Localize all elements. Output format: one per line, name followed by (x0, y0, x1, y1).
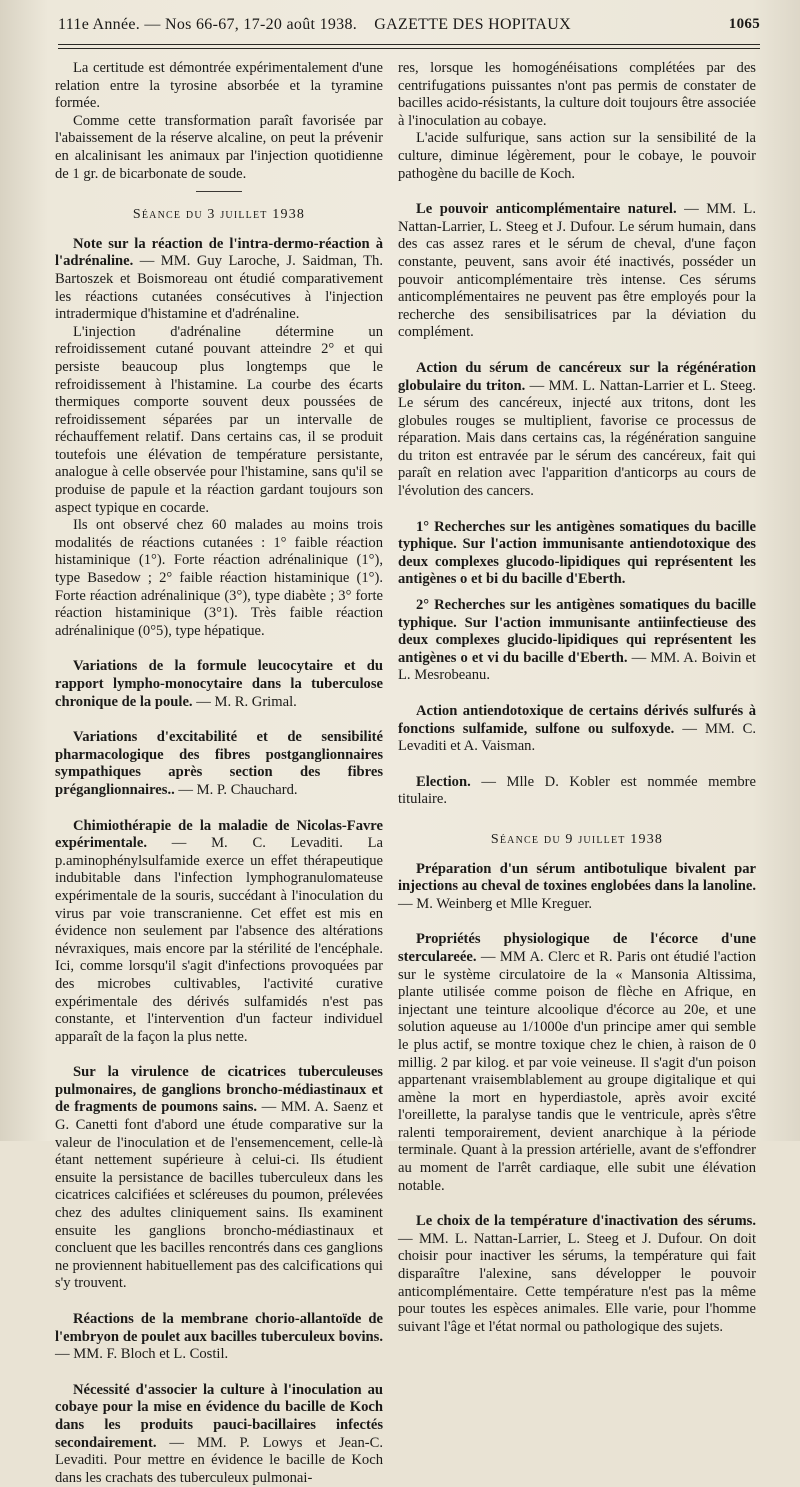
article (55, 818, 383, 1047)
article-title: Préparation d'un sérum antibotulique bivalent par injections au cheval de toxines englobées dans la lanoline. (398, 860, 756, 895)
article-title: Réactions de la membrane chorio-allantoïde de l'embryon de poulet aux bacilles tuberculeux bovins. (55, 1311, 383, 1345)
article-title: Variations d'excitabilité et de sensibilité pharmacologique des fibres postganglionnaires sympathiques après section des fibres préganglionnaires.. (55, 729, 383, 798)
article (55, 1311, 383, 1364)
paragraph: L'injection d'adrénaline détermine un refroidissement cutané pouvant atteindre 2° et qui persiste beaucoup plus longtemps que le refroidissement à l'histamine. La courbe des écarts thermiques comporte souvent deux poussées de refroidissement séparées par un intervalle de réchauffement relatif. Dans certains cas, il se produit toutefois une élévation de température persistante, analogue à celle observée pour l'histamine, sans qu'il se produise de papule et la réaction gardant toujours son aspect typique en cocarde. (55, 323, 383, 516)
session-heading (398, 831, 756, 849)
article-authors: — MM. C. Levaditi et A. Vaisman. (398, 720, 757, 755)
article (398, 597, 756, 685)
article-text: — MM. A. Saenz et G. Canetti font d'abord une étude comparative sur la valeur de l'inoculation et de l'ensemencement, celle-là étant nettement supérieure à celui-ci. Ils étudient ensuite la persistance de bacilles tuberculeux dans les cicatrices calcifiées et scléreuses du poumon, prélevées chez des adultes cliniquement sains. Ils examinent ensuite les ganglions broncho-médiastinaux et concluent que les bacilles rencontrés dans ces ganglions ne proviennent habituellement pas des calcifications qui s'y trouvent. (55, 1099, 383, 1292)
article-text: — MM A. Clerc et R. Paris ont étudié l'action sur le système circulatoire de la « Mansonia Altissima, plante utilisée comme poison de flèche en Afrique, en injectant une teinture alcoolique d'écorce au 20e, et une solution aqueuse au 1/1000e d'un principe amer qui semble le plus actif, se montre toxique chez le chien, à raison de 0 millig. 2 par kilog. et par voie veineuse. Il s'agit d'un poison appartenant vraisemblablement au groupe digitalique et qui amène la mort en hyperdiastole, après avoir excité l'oreillette, la paralyse tandis que le ventricule, après s'être ralenti temporairement, devient anarchique à la période terminale. Quant à la pression artérielle, avant de s'effondrer au moment de l'arrêt cardiaque, elle subit une élévation notable. (398, 948, 756, 1194)
article-title: Nécessité d'associer la culture à l'inoculation au cobaye pour la mise en évidence du bacille de Koch dans les produits pauci-bacillaires infectés secondairement. (55, 1381, 383, 1451)
article (55, 236, 383, 324)
article-title: Election. (416, 773, 471, 790)
issue-info: 111e Année. — Nos 66-67, 17-20 août 1938. (58, 16, 358, 33)
article (398, 1213, 756, 1336)
right-column (398, 60, 756, 1336)
session-title: Séance du 3 juillet 1938 (132, 207, 306, 223)
article (55, 729, 383, 799)
article-authors: — M. R. Grimal. (192, 693, 297, 710)
article-title: 1° Recherches sur les antigènes somatiques du bacille typhique. Sur l'action immunisante antiendotoxique des deux complexes glucodo-lipidiques qui représentent les antigènes o et bi du bacille d'Eberth. (398, 518, 756, 588)
article (55, 658, 383, 711)
article (398, 519, 756, 589)
article-title: Variations de la formule leucocytaire et du rapport lympho-monocytaire dans la tuberculose chronique de la poule. (55, 658, 383, 710)
article (55, 1064, 383, 1293)
article-text: — M. C. Levaditi. La p.aminophénylsulfamide exerce un effet thérapeutique indubitable dans l'infection lymphogranulomateuse expérimentale de la souris, succédant à l'inoculation du virus par voie transcranienne. Cet effet est mis en évidence non seulement par l'absence des altérations névraxiques, mais encore par la stérilité de l'encéphale. Ici, comme lorsqu'il s'agit d'infections provoquées par des microbes cultivables, l'activité curative expérimentale des dérivés sulfamidés n'est pas constante, et l'intervention d'un facteur individuel apparaît de la façon la plus nette. (55, 835, 383, 1045)
article (398, 861, 756, 914)
article (398, 703, 756, 756)
article-title: Action antiendotoxique de certains dérivés sulfurés à fonctions sulfamide, sulfone ou sulfoxyde. (398, 703, 756, 737)
paragraph: res, lorsque les homogénéisations complétées par des centrifugations puissantes n'ont pas permis de constater de bacilles acido-résistants, la culture doit toujours être associée à l'inoculation au cobaye. (398, 60, 756, 129)
header-rule-thin (58, 48, 760, 49)
journal-title: GAZETTE DES HOPITAUX (374, 16, 571, 33)
article-title: Sur la virulence de cicatrices tuberculeuses pulmonaires, de ganglions broncho-médiastinaux et de fragments de poumons sains. (55, 1064, 383, 1116)
article-title: Le pouvoir anticomplémentaire naturel. (416, 201, 677, 218)
paragraph: L'acide sulfurique, sans action sur la sensibilité de la culture, diminue légèrement, pour le cobaye, le pouvoir pathogène du bacille de Koch. (398, 130, 756, 182)
article-authors: — MM. Guy Laroche, J. Saidman, Th. Bartoszek et Boismoreau ont étudié comparativement les réactions cutanées consécutives à l'injection intradermique d'histamine et d'adrénaline. (55, 253, 383, 323)
article-authors: — MM. F. Bloch et L. Costil. (55, 1346, 229, 1363)
article-text: — MM. L. Nattan-Larrier, L. Steeg et J. Dufour. On doit choisir pour inactiver les sérums, la température qui fait disparaître l'alexine, sans développer le pouvoir anticomplémentaire. Cette température n'est pas la même pour toutes les espèces animales. Elle varie, pour l'homme suivant l'âge et l'état normal ou pathologique des sujets. (398, 1230, 756, 1335)
paragraph: Ils ont observé chez 60 malades au moins trois modalités de réactions cutanées : 1° faible réaction histaminique (1°). Forte réaction adrénalinique (1°), type Basedow ; 2° faible réaction histaminique (1°). Forte réaction adrénalinique (3°), type diabète ; 3° forte réaction histaminique (3°1). Très faible réaction adrénalinique (0°5), type hépatique. (55, 517, 383, 639)
paragraph: La certitude est démontrée expérimentalement d'une relation entre la tyrosine absorbée et la tyramine formée. (55, 60, 383, 112)
article-title: Le choix de la température d'inactivation des sérums. (416, 1213, 756, 1230)
page-number: 1065 (728, 16, 760, 32)
header-rule (58, 44, 760, 45)
article-title: 2° Recherches sur les antigènes somatiques du bacille typhique. Sur l'action immunisante antiinfectieuse des deux complexes glucido-lipidiques qui représentent les antigènes o et vi du bacille d'Eberth. (398, 597, 756, 666)
session-heading (55, 191, 383, 224)
article-text: — MM. L. Nattan-Larrier, L. Steeg et J. Dufour. Le sérum humain, dans des cas assez rares et le sérum de cheval, d'une façon constante, peuvent, sans avoir été inactivés, posséder un pouvoir anticomplémentaire très intense. Ces sérums anticomplémentaires ne peuvent pas être employés pour la recherche des sensibilisatrices par la déviation du complément. (398, 201, 756, 341)
article (398, 360, 756, 501)
page-header (58, 14, 760, 38)
article-title: Chimiothérapie de la maladie de Nicolas-Favre expérimentale. (55, 817, 383, 852)
article-authors: — M. P. Chauchard. (174, 781, 298, 798)
article-authors: — M. Weinberg et Mlle Kreguer. (398, 895, 593, 912)
article-title: Propriétés physiologique de l'écorce d'une sterculareée. (398, 931, 756, 965)
article (398, 774, 756, 809)
session-title: Séance du 9 juillet 1938 (490, 831, 664, 847)
issue-line (58, 16, 571, 34)
article-title: Note sur la réaction de l'intra-dermo-réaction à l'adrénaline. (55, 235, 383, 270)
article-text: — MM. L. Nattan-Larrier et L. Steeg. Le sérum des cancéreux, injecté aux tritons, dont les globules rouges se multiplient, favorise ce processus de réparation. Mais dans certains cas, la régénération sanguine du triton est entravée par le sérum des cancéreux, fait qui paraît en relation avec l'apparition d'anticorps au cours de l'évolution des cancers. (398, 377, 756, 500)
article-text: — MM. P. Lowys et Jean-C. Levaditi. Pour mettre en évidence le bacille de Koch dans les crachats des tuberculeux pulmonai- (55, 1434, 383, 1486)
article (398, 931, 756, 1195)
paragraph: Comme cette transformation paraît favorisée par l'abaissement de la réserve alcaline, on peut la prévenir en alcalinisant les animaux par l'injection quotidienne de 1 gr. de bicarbonate de soude. (55, 112, 383, 182)
left-column (55, 60, 383, 1487)
article (55, 1382, 383, 1487)
article-text: — Mlle D. Kobler est nommée membre titulaire. (398, 773, 756, 808)
article (398, 201, 756, 342)
article-title: Action du sérum de cancéreux sur la régénération globulaire du triton. (398, 359, 756, 394)
article-authors: — MM. A. Boivin et L. Mesrobeanu. (398, 649, 756, 684)
section-rule (196, 191, 242, 192)
